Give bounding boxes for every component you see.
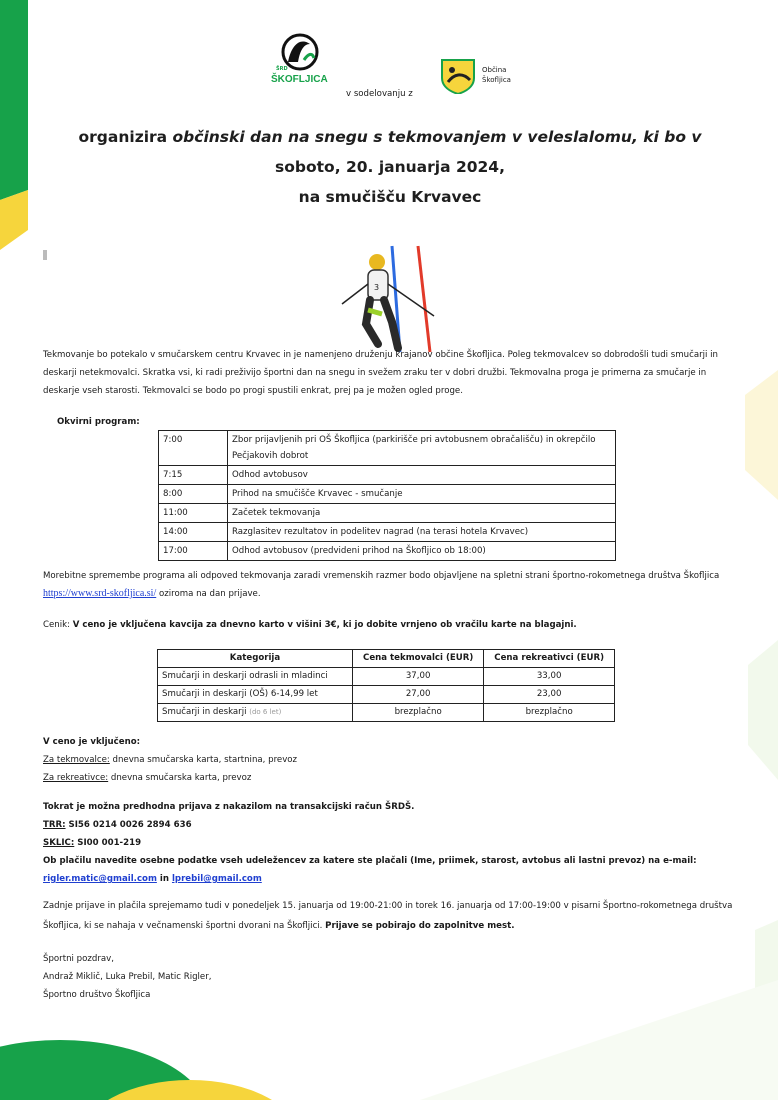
category-cell: [158, 704, 353, 722]
payment-note: Ob plačilu navedite osebne podatke vseh udeležencev za katere ste plačali (Ime, priimek, starost, avtobus ali lastni prevoz) na e-mail:: [43, 856, 697, 866]
event-title-line3: na smučišču Krvavec: [298, 188, 482, 206]
municipality-logo: [440, 58, 520, 98]
trr-value: SI56 0214 0026 2894 636: [65, 820, 192, 830]
program-activity: Odhod avtobusov (predvideni prihod na Škofljico ob 18:00): [228, 542, 616, 561]
club-prefix: ŠRD: [276, 66, 288, 72]
price-competitors: brezplačno: [353, 704, 484, 722]
email-link-rigler[interactable]: rigler.matic@gmail.com: [43, 874, 157, 884]
municipality-name-2: Škofljica: [482, 76, 511, 84]
program-time: 14:00: [159, 523, 228, 542]
price-table: [157, 649, 615, 722]
program-time: 11:00: [159, 504, 228, 523]
competitors-text: dnevna smučarska karta, startnina, prevoz: [109, 755, 298, 765]
included-section: [43, 733, 733, 787]
title-italic: občinski dan na snegu s tekmovanjem v veleslalomu, ki bo v: [172, 128, 702, 146]
program-time: 7:15: [159, 466, 228, 485]
payment-sklic: [43, 834, 743, 852]
competitors-label: Za tekmovalce:: [43, 755, 110, 765]
category-name: Smučarji in deskarji odrasli in mladinci: [162, 671, 328, 681]
signoff: [43, 950, 443, 1004]
included-heading: V ceno je vključeno:: [43, 737, 141, 747]
category-name: Smučarji in deskarji (OŠ) 6-14,99 let: [162, 689, 318, 699]
price-competitors: 37,00: [353, 668, 484, 686]
category-cell: [158, 686, 353, 704]
club-name: ŠKOFLJICA: [271, 74, 328, 85]
price-note: [43, 616, 733, 634]
table-row: [159, 542, 616, 561]
changes-text: Morebitne spremembe programa ali odpoved tekmovanja zaradi vremenskih razmer bodo objavljene na spletni strani športno-rokometnega društva Škofljica: [43, 571, 720, 581]
category-note: (do 6 let): [249, 708, 282, 716]
skier-illustration: [322, 244, 452, 356]
registration-bold: Prijave se pobirajo do zapolnitve mest.: [325, 921, 515, 931]
price-recreational: brezplačno: [484, 704, 615, 722]
program-table: [158, 430, 616, 561]
program-label: Okvirni program:: [57, 417, 140, 427]
program-time: 17:00: [159, 542, 228, 561]
price-note-text: V ceno je vključena kavcija za dnevno karto v višini 3€, ki jo dobite vrnjeno ob vračilu karte na blagajni.: [72, 620, 577, 630]
payment-intro: Tokrat je možna predhodna prijava z nakazilom na transakcijski račun ŠRDŠ.: [43, 802, 415, 812]
program-time: 7:00: [159, 431, 228, 466]
changes-paragraph: [43, 567, 733, 603]
event-title-line2: soboto, 20. januarja 2024,: [275, 158, 505, 176]
municipality-crest-icon: [440, 58, 476, 94]
col-header-category: Kategorija: [158, 650, 353, 668]
table-row: [159, 431, 616, 466]
program-activity: Odhod avtobusov: [228, 466, 616, 485]
registration-text: Zadnje prijave in plačila sprejemamo tudi v ponedeljek 15. januarja od 19:00-21:00 in torek 16. januarja od 17:00-19:00 v pisarni Športno-rokometnega društva Škofljica, ki se nahaja v večnamenski športni dvorani na Škofljici.: [43, 901, 733, 931]
table-row: [159, 466, 616, 485]
trr-label: TRR:: [43, 820, 66, 830]
included-recreational: [43, 769, 733, 787]
price-recreational: 23,00: [484, 686, 615, 704]
email-link-prebil[interactable]: lprebil@gmail.com: [171, 874, 262, 884]
recreational-label: Za rekreativce:: [43, 773, 109, 783]
small-marker: [43, 250, 47, 260]
table-row: [159, 504, 616, 523]
table-header-row: [158, 650, 615, 668]
recreational-text: dnevna smučarska karta, prevoz: [108, 773, 252, 783]
club-logo: [270, 32, 330, 94]
table-row: [158, 704, 615, 722]
price-competitors: 27,00: [353, 686, 484, 704]
email-separator: in: [156, 874, 172, 884]
category-cell: [158, 668, 353, 686]
signoff-names: Andraž Miklič, Luka Prebil, Matic Rigler,: [43, 972, 212, 982]
table-row: [159, 485, 616, 504]
collaboration-text: v sodelovanju z: [346, 89, 413, 99]
program-activity: Razglasitev rezultatov in podelitev nagrad (na terasi hotela Krvavec): [228, 523, 616, 542]
sklic-value: SI00 001-219: [74, 838, 142, 848]
table-row: [159, 523, 616, 542]
municipality-name-1: Občina: [482, 66, 507, 74]
svg-text:3: 3: [374, 283, 380, 292]
price-note-label: Cenik:: [43, 620, 73, 630]
program-activity: Začetek tekmovanja: [228, 504, 616, 523]
signoff-org: Športno društvo Škofljica: [43, 990, 151, 1000]
table-row: [158, 686, 615, 704]
program-time: 8:00: [159, 485, 228, 504]
category-name: Smučarji in deskarji: [162, 707, 250, 717]
payment-trr: [43, 816, 743, 834]
signoff-greeting: Športni pozdrav,: [43, 954, 114, 964]
col-header-recreational: Cena rekreativci (EUR): [484, 650, 615, 668]
payment-emails: [43, 870, 743, 888]
program-activity: Zbor prijavljenih pri OŠ Škofljica (parkirišče pri avtobusnem obračališču) in okrepčilo Pečjakovih dobrot: [228, 431, 616, 466]
price-recreational: 33,00: [484, 668, 615, 686]
included-competitors: [43, 751, 733, 769]
registration-paragraph: [43, 896, 733, 936]
payment-section: [43, 798, 743, 888]
sklic-label: SKLIC:: [43, 838, 75, 848]
col-header-competitors: Cena tekmovalci (EUR): [353, 650, 484, 668]
table-row: [158, 668, 615, 686]
intro-paragraph: Tekmovanje bo potekalo v smučarskem centru Krvavec in je namenjeno druženju krajanov občine Škofljica. Poleg tekmovalcev so dobrodošli tudi smučarji in deskarji netekmovalci. Skratka vsi, ki radi preživijo športni dan na snegu in svežem zraku ter v dobri družbi. Tekmovalna proga je primerna za smučarje in deskarje vseh starosti. Tekmovalci se bodo po progi spustili enkrat, prej pa je možen ogled proge.: [43, 350, 718, 396]
program-activity: Prihod na smučišče Krvavec - smučanje: [228, 485, 616, 504]
website-link[interactable]: https://www.srd-skofljica.si/: [43, 588, 157, 599]
event-title-line1: [60, 124, 720, 151]
title-plain: organizira: [78, 128, 173, 146]
changes-text-end: oziroma na dan prijave.: [156, 589, 261, 599]
